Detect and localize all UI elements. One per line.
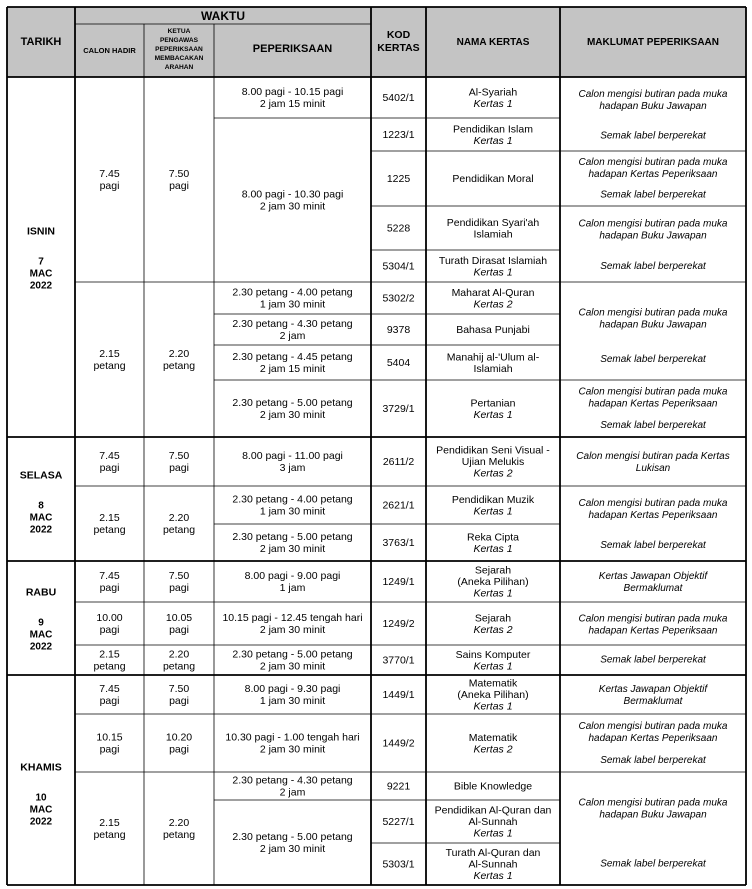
ketua-pengawas-time: 7.50 xyxy=(168,570,190,583)
ketua-pengawas-time: pagi xyxy=(169,462,189,475)
nama-kertas: Kertas 2 xyxy=(473,623,513,636)
maklumat-note: hadapan Buku Jawapan xyxy=(599,230,707,242)
maklumat-note: Calon mengisi butiran pada muka xyxy=(578,88,728,100)
maklumat-note: hadapan Kertas Peperiksaan xyxy=(588,169,718,181)
day-date: MAC xyxy=(29,804,53,816)
kod-kertas: 3729/1 xyxy=(382,403,415,416)
day-date: MAC xyxy=(29,268,53,280)
maklumat-note: hadapan Buku Jawapan xyxy=(599,809,707,821)
nama-kertas: Pendidikan Moral xyxy=(452,173,534,186)
calon-hadir-time: petang xyxy=(93,360,126,373)
exam-time: 8.00 pagi - 10.15 pagi xyxy=(241,86,344,99)
maklumat-note: Bermaklumat xyxy=(623,583,683,595)
maklumat-note: Calon mengisi butiran pada muka xyxy=(578,721,728,732)
calon-hadir-time: pagi xyxy=(99,462,120,475)
maklumat-label-note: Semak label berperekat xyxy=(600,130,706,142)
maklumat-note: Calon mengisi butiran pada muka xyxy=(578,386,728,398)
maklumat-note: Calon mengisi butiran pada muka xyxy=(578,498,728,510)
exam-time: 8.00 pagi - 10.30 pagi xyxy=(241,188,344,201)
maklumat-note: Bermaklumat xyxy=(623,696,683,708)
kod-kertas: 3770/1 xyxy=(382,654,415,667)
ketua-pengawas-time: petang xyxy=(162,660,196,673)
header-waktu: WAKTU xyxy=(201,9,245,23)
kod-kertas: 5304/1 xyxy=(382,260,415,273)
calon-hadir-time: petang xyxy=(93,524,126,537)
day-name: RABU xyxy=(25,586,57,599)
ketua-pengawas-time: pagi xyxy=(169,624,189,637)
exam-time: 2 jam 30 minit xyxy=(259,543,326,556)
nama-kertas: Sains Komputer xyxy=(455,648,531,661)
header-nama-kertas: NAMA KERTAS xyxy=(456,37,530,48)
ketua-pengawas-time: 7.50 xyxy=(168,450,190,463)
maklumat-label-note: Semak label berperekat xyxy=(600,420,706,432)
nama-kertas: (Aneka Pilihan) xyxy=(457,576,529,589)
calon-hadir-time: petang xyxy=(93,829,126,842)
calon-hadir-time: 7.45 xyxy=(99,570,120,583)
calon-hadir-time: pagi xyxy=(99,180,120,193)
exam-time: 1 jam 30 minit xyxy=(259,505,326,518)
nama-kertas: Bible Knowledge xyxy=(453,780,533,793)
exam-time: 2 jam 30 minit xyxy=(259,409,326,422)
day-date: 8 xyxy=(38,500,44,512)
nama-kertas: Kertas 1 xyxy=(473,266,513,279)
nama-kertas: Kertas 2 xyxy=(473,743,513,756)
nama-kertas: Pendidikan Seni Visual - xyxy=(436,444,550,457)
nama-kertas: Kertas 1 xyxy=(473,542,513,555)
ketua-pengawas-time: 7.50 xyxy=(168,683,190,696)
ketua-pengawas-time: petang xyxy=(162,360,196,373)
exam-time: 2 jam 30 minit xyxy=(259,624,326,637)
kod-kertas: 9378 xyxy=(386,324,411,337)
header-tarikh: TARIKH xyxy=(20,36,62,48)
exam-time: 3 jam xyxy=(279,462,306,475)
calon-hadir-time: 7.45 xyxy=(99,450,120,463)
maklumat-label-note: Semak label berperekat xyxy=(600,540,706,552)
nama-kertas: Pendidikan Muzik xyxy=(451,493,535,506)
exam-time: 2 jam 30 minit xyxy=(259,743,326,756)
ketua-pengawas-time: 2.20 xyxy=(168,817,190,830)
calon-hadir-time: 10.00 xyxy=(96,612,123,625)
calon-hadir-time: 2.15 xyxy=(99,817,120,830)
day-name: ISNIN xyxy=(26,225,56,238)
nama-kertas: Matematik xyxy=(468,677,518,690)
nama-kertas: Kertas 2 xyxy=(473,467,513,480)
ketua-pengawas-time: 2.20 xyxy=(168,648,190,661)
nama-kertas: Ujian Melukis xyxy=(461,456,525,469)
maklumat-note: Calon mengisi butiran pada muka xyxy=(578,613,728,625)
kod-kertas: 1249/1 xyxy=(382,576,415,589)
calon-hadir-time: pagi xyxy=(99,624,120,637)
maklumat-label-note: Semak label berperekat xyxy=(600,654,706,666)
day-date: MAC xyxy=(29,629,53,641)
exam-time: 2.30 petang - 5.00 petang xyxy=(232,831,353,844)
day-date: 10 xyxy=(35,792,47,804)
kod-kertas: 3763/1 xyxy=(382,537,415,550)
calon-hadir-time: pagi xyxy=(99,582,120,595)
calon-hadir-time: 7.45 xyxy=(99,683,120,696)
nama-kertas: Kertas 1 xyxy=(473,408,513,421)
nama-kertas: (Aneka Pilihan) xyxy=(457,689,529,702)
day-date: 2022 xyxy=(29,524,53,536)
maklumat-note: Kertas Jawapan Objektif xyxy=(598,571,708,583)
exam-time: 2.30 petang - 5.00 petang xyxy=(232,397,353,410)
ketua-pengawas-time: petang xyxy=(162,829,196,842)
nama-kertas: Sejarah xyxy=(474,564,512,577)
day-date: MAC xyxy=(29,512,53,524)
calon-hadir-time: 2.15 xyxy=(99,348,120,361)
day-date: 9 xyxy=(38,617,44,629)
exam-time: 2 jam xyxy=(279,786,306,799)
exam-time: 2.30 petang - 5.00 petang xyxy=(232,531,353,544)
calon-hadir-time: 2.15 xyxy=(99,512,120,525)
nama-kertas: Kertas 1 xyxy=(473,700,513,713)
ketua-pengawas-time: 7.50 xyxy=(168,168,190,181)
ketua-pengawas-time: 10.05 xyxy=(165,612,193,625)
exam-time: 2.30 petang - 4.45 petang xyxy=(232,351,353,364)
kod-kertas: 1225 xyxy=(386,173,411,186)
maklumat-note: hadapan Buku Jawapan xyxy=(599,100,707,112)
day-name: SELASA xyxy=(19,469,63,482)
kod-kertas: 1249/2 xyxy=(382,618,415,631)
exam-time: 8.00 pagi - 9.00 pagi xyxy=(244,570,341,583)
ketua-pengawas-time: 2.20 xyxy=(168,348,190,361)
exam-time: 2 jam 15 minit xyxy=(259,363,326,376)
maklumat-note: Calon mengisi butiran pada muka xyxy=(578,797,728,809)
maklumat-label-note: Semak label berperekat xyxy=(600,189,706,201)
calon-hadir-time: 2.15 xyxy=(99,648,120,661)
nama-kertas: Kertas 1 xyxy=(473,660,513,673)
exam-time: 2 jam 30 minit xyxy=(259,200,326,213)
kod-kertas: 1449/1 xyxy=(382,689,415,702)
header-ketua-pengawas: KETUA xyxy=(167,28,191,35)
nama-kertas: Islamiah xyxy=(473,228,513,241)
header-kod: KOD xyxy=(386,29,411,41)
maklumat-label-note: Semak label berperekat xyxy=(600,754,706,766)
exam-time: 8.00 pagi - 11.00 pagi xyxy=(242,450,343,463)
calon-hadir-time: 7.45 xyxy=(99,168,120,181)
maklumat-note: hadapan Kertas Peperiksaan xyxy=(588,733,718,744)
header-calon-hadir: CALON HADIR xyxy=(83,46,136,55)
kod-kertas: 2621/1 xyxy=(382,499,415,512)
nama-kertas: Kertas 1 xyxy=(473,870,513,883)
exam-time: 2.30 petang - 4.00 petang xyxy=(232,493,353,506)
day-date: 2022 xyxy=(29,816,53,828)
nama-kertas: Turath Dirasat Islamiah xyxy=(438,254,548,267)
nama-kertas: Kertas 1 xyxy=(473,134,513,147)
ketua-pengawas-time: 10.20 xyxy=(165,731,193,744)
maklumat-note: Calon mengisi butiran pada muka xyxy=(578,218,728,230)
nama-kertas: Pertanian xyxy=(470,397,516,410)
nama-kertas: Pendidikan Islam xyxy=(453,123,533,136)
ketua-pengawas-time: 2.20 xyxy=(168,512,190,525)
maklumat-label-note: Semak label berperekat xyxy=(600,260,706,272)
nama-kertas: Kertas 1 xyxy=(473,587,513,600)
calon-hadir-time: pagi xyxy=(99,695,120,708)
exam-time: 10.15 pagi - 12.45 tengah hari xyxy=(222,612,363,625)
nama-kertas: Kertas 1 xyxy=(473,827,513,840)
header-ketua-pengawas: PEPERIKSAAN xyxy=(155,46,203,53)
nama-kertas: Kertas 1 xyxy=(473,97,513,110)
kod-kertas: 2611/2 xyxy=(382,456,415,469)
day-date: 2022 xyxy=(29,641,53,653)
ketua-pengawas-time: petang xyxy=(162,524,196,537)
exam-time: 1 jam 30 minit xyxy=(259,695,326,708)
maklumat-note: hadapan Kertas Peperiksaan xyxy=(588,510,718,522)
calon-hadir-time: petang xyxy=(93,660,126,673)
calon-hadir-time: 10.15 xyxy=(96,731,123,744)
day-name: KHAMIS xyxy=(20,761,62,774)
header-maklumat: MAKLUMAT PEPERIKSAAN xyxy=(586,37,720,48)
header-ketua-pengawas: MEMBACAKAN xyxy=(154,55,204,62)
kod-kertas: 5404 xyxy=(386,357,411,370)
maklumat-note: Kertas Jawapan Objektif xyxy=(598,684,708,696)
maklumat-label-note: Semak label berperekat xyxy=(600,858,706,870)
exam-time: 2 jam 30 minit xyxy=(259,660,326,673)
header-ketua-pengawas: PENGAWAS xyxy=(159,37,199,44)
exam-time: 1 jam 30 minit xyxy=(259,298,326,311)
nama-kertas: Reka Cipta xyxy=(467,531,519,544)
nama-kertas: Sejarah xyxy=(474,612,512,625)
exam-time: 10.30 pagi - 1.00 tengah hari xyxy=(225,731,360,744)
exam-time: 2.30 petang - 4.30 petang xyxy=(232,318,353,331)
kod-kertas: 5402/1 xyxy=(382,92,415,105)
exam-time: 2.30 petang - 4.00 petang xyxy=(232,286,353,299)
exam-time: 2.30 petang - 4.30 petang xyxy=(232,774,353,787)
kod-kertas: 5227/1 xyxy=(382,816,415,829)
kod-kertas: 1223/1 xyxy=(382,129,415,142)
kod-kertas: 5228 xyxy=(386,222,411,235)
maklumat-label-note: Semak label berperekat xyxy=(600,354,706,366)
nama-kertas: Pendidikan Syari'ah xyxy=(446,216,540,229)
calon-hadir-time: pagi xyxy=(99,743,120,756)
maklumat-note: hadapan Buku Jawapan xyxy=(599,319,707,331)
exam-time: 2 jam 15 minit xyxy=(259,98,326,111)
nama-kertas: Manahij al-'Ulum al- xyxy=(446,351,540,364)
nama-kertas: Matematik xyxy=(468,731,518,744)
kod-kertas: 5302/2 xyxy=(382,292,415,305)
exam-time: 2.30 petang - 5.00 petang xyxy=(232,648,353,661)
nama-kertas: Maharat Al-Quran xyxy=(451,286,535,299)
nama-kertas: Kertas 2 xyxy=(473,298,513,311)
exam-time: 1 jam xyxy=(279,582,306,595)
maklumat-note: Calon mengisi butiran pada Kertas xyxy=(576,451,730,463)
nama-kertas: Al-Syariah xyxy=(468,86,518,99)
exam-time: 8.00 pagi - 9.30 pagi xyxy=(244,683,341,696)
nama-kertas: Turath Al-Quran dan xyxy=(445,847,541,860)
maklumat-note: hadapan Kertas Peperiksaan xyxy=(588,625,718,637)
ketua-pengawas-time: pagi xyxy=(169,695,189,708)
kod-kertas: 1449/2 xyxy=(382,737,415,750)
day-date: 2022 xyxy=(29,280,53,292)
exam-time: 2 jam xyxy=(279,330,306,343)
maklumat-note: Lukisan xyxy=(635,463,671,475)
ketua-pengawas-time: pagi xyxy=(169,180,189,193)
nama-kertas: Bahasa Punjabi xyxy=(456,324,530,337)
ketua-pengawas-time: pagi xyxy=(169,582,189,595)
nama-kertas: Islamiah xyxy=(473,362,513,375)
maklumat-note: Calon mengisi butiran pada muka xyxy=(578,157,728,169)
maklumat-note: Calon mengisi butiran pada muka xyxy=(578,307,728,319)
header-peperiksaan: PEPERIKSAAN xyxy=(252,43,333,55)
nama-kertas: Kertas 1 xyxy=(473,505,513,518)
kod-kertas: 9221 xyxy=(386,780,411,793)
kod-kertas: 5303/1 xyxy=(382,858,415,871)
nama-kertas: Pendidikan Al-Quran dan xyxy=(434,804,552,817)
header-kertas: KERTAS xyxy=(377,42,420,54)
nama-kertas: Al-Sunnah xyxy=(468,858,518,871)
nama-kertas: Al-Sunnah xyxy=(468,816,518,829)
maklumat-note: hadapan Kertas Peperiksaan xyxy=(588,398,718,410)
ketua-pengawas-time: pagi xyxy=(169,743,189,756)
header-ketua-pengawas: ARAHAN xyxy=(164,64,194,71)
day-date: 7 xyxy=(38,256,44,268)
exam-time: 2 jam 30 minit xyxy=(259,843,326,856)
